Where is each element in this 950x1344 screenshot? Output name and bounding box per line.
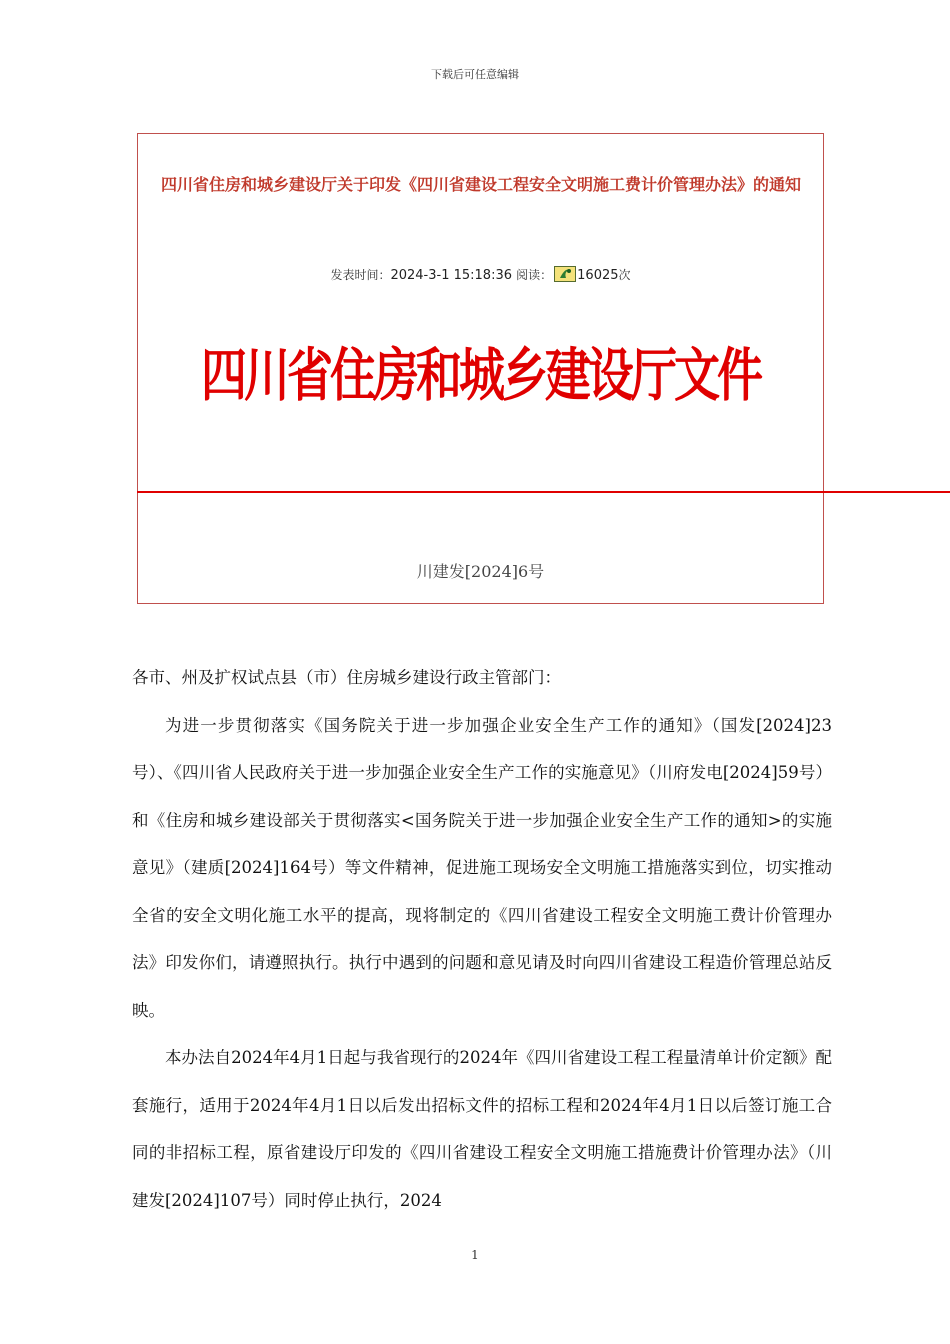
body-paragraph-1: 为进一步贯彻落实《国务院关于进一步加强企业安全生产工作的通知》（国发[2024]23号）、《四川省人民政府关于进一步加强企业安全生产工作的实施意见》（川府发电[2024]59号）和《住房和城乡建设部关于贯彻落实<国务院关于进一步加强企业安全生产工作的通知>的实施意见》（建质[2024]164号）等文件精神，促进施工现场安全文明施工措施落实到位，切实推动全省的安全文明化施工水平的提高，现将制定的《四川省建设工程安全文明施工费计价管理办法》印发你们，请遵照执行。执行中遇到的问题和意见请及时向四川省建设工程造价管理总站反映。 — [132, 715, 832, 1020]
notice-title: 四川省住房和城乡建设厅关于印发《四川省建设工程安全文明施工费计价管理办法》的通知 — [160, 175, 801, 194]
body-paragraph-2: 本办法自2024年4月1日起与我省现行的2024年《四川省建设工程工程量清单计价定额》配套施行，适用于2024年4月1日以后发出招标文件的招标工程和2024年4月1日以后签订施工合同的非招标工程，原省建设厅印发的《四川省建设工程安全文明施工措施费计价管理办法》（川建发[2024]107号）同时停止执行，2024 — [132, 1048, 832, 1210]
views-count: 16025 — [577, 268, 619, 283]
salutation: 各市、州及扩权试点县（市）住房城乡建设行政主管部门： — [132, 668, 561, 687]
views-label: 阅读： — [516, 268, 553, 282]
views-unit: 次 — [618, 268, 631, 282]
publish-time-value: 2024-3-1 15:18:36 — [390, 268, 512, 283]
header-note: 下载后可任意编辑 — [431, 68, 519, 81]
publish-meta — [137, 266, 824, 283]
document-number: 川建发[2024]6号 — [416, 562, 545, 581]
red-divider — [137, 491, 950, 493]
publish-time-label: 发表时间： — [330, 268, 391, 282]
page-number: 1 — [471, 1248, 479, 1262]
notice-body — [132, 654, 832, 1224]
views-icon — [554, 266, 576, 282]
letterhead: 四川省住房和城乡建设厅文件 — [201, 341, 760, 409]
